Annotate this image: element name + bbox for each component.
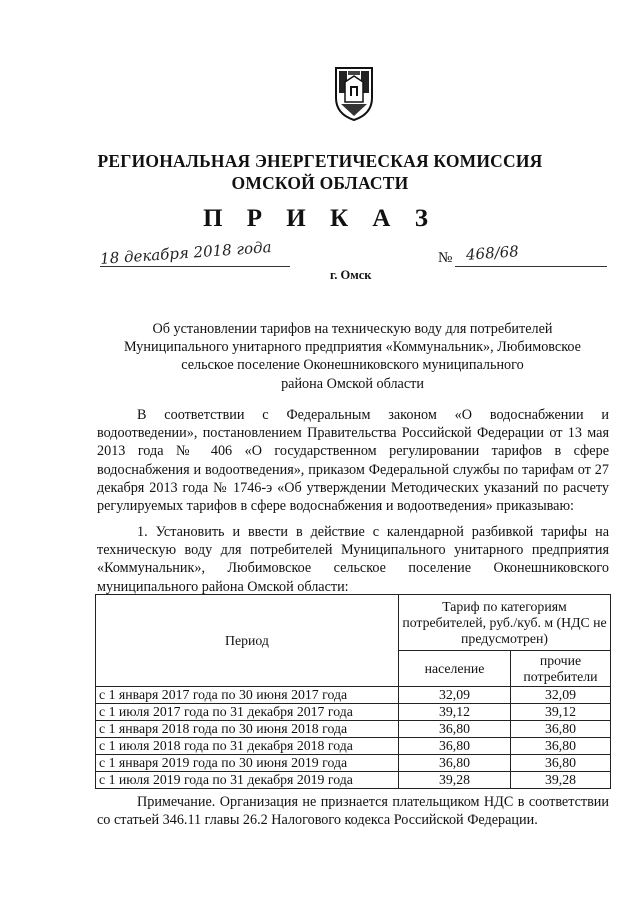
row-population-tariff: 39,28 <box>399 772 511 789</box>
table-row <box>96 704 611 721</box>
table-row <box>96 687 611 704</box>
row-other-tariff: 39,12 <box>511 704 611 721</box>
org-title-line1: РЕГИОНАЛЬНАЯ ЭНЕРГЕТИЧЕСКАЯ КОМИССИЯ <box>97 151 543 171</box>
row-period: с 1 января 2017 года по 30 июня 2017 года <box>96 687 399 704</box>
number-underline <box>455 266 607 267</box>
row-population-tariff: 36,80 <box>399 738 511 755</box>
row-period: с 1 июля 2018 года по 31 декабря 2018 года <box>96 738 399 755</box>
number-label: № <box>438 250 453 266</box>
row-population-tariff: 36,80 <box>399 721 511 738</box>
order-subject <box>100 320 605 393</box>
subject-line: района Омской области <box>281 375 424 392</box>
tariff-table <box>95 594 611 789</box>
row-other-tariff: 36,80 <box>511 755 611 772</box>
preamble-paragraph: В соответствии с Федеральным законом «О водоснабжении и водоотведении», постановлением Правительства Российской Федерации от 13 мая 2013 года № 406 «О государственном регулировании тарифов в сфере водоснабжения и водоотведения», приказом Федеральной службы по тарифам от 27 декабря 2013 года № 1746-э «Об утверждении Методических указаний по расчету регулируемых тарифов в сфере водоснабжения и водоотведения» приказываю: <box>97 407 609 515</box>
org-title-line2: ОМСКОЙ ОБЛАСТИ <box>231 173 409 193</box>
row-period: с 1 июля 2019 года по 31 декабря 2019 года <box>96 772 399 789</box>
table-row <box>96 772 611 789</box>
subject-line: Муниципального унитарного предприятия «Коммунальник», Любимовское <box>124 339 581 356</box>
table-row <box>96 738 611 755</box>
row-other-tariff: 36,80 <box>511 721 611 738</box>
row-population-tariff: 39,12 <box>399 704 511 721</box>
coat-of-arms-emblem <box>333 64 375 122</box>
vat-note-paragraph: Примечание. Организация не признается плательщиком НДС в соответствии со статьей 346.11 главы 26.2 Налогового кодекса Российской Федерации. <box>97 794 609 829</box>
document-type-title: П Р И К А З <box>203 205 437 232</box>
row-other-tariff: 39,28 <box>511 772 611 789</box>
row-period: с 1 июля 2017 года по 31 декабря 2017 года <box>96 704 399 721</box>
table-row <box>96 755 611 772</box>
header-tariff: Тариф по категориям потребителей, руб./куб. м (НДС не предусмотрен) <box>399 595 611 651</box>
city-label: г. Омск <box>330 268 372 282</box>
row-population-tariff: 32,09 <box>399 687 511 704</box>
header-population: население <box>399 651 511 687</box>
table-row <box>96 721 611 738</box>
header-period: Период <box>96 595 399 687</box>
subject-line: Об установлении тарифов на техническую воду для потребителей <box>152 321 553 337</box>
item-1-paragraph: 1. Установить и ввести в действие с календарной разбивкой тарифы на техническую воду для потребителей Муниципального унитарного предприятия «Коммунальник», Любимовское сельское поселение Оконешниковского муниципального района Омской области: <box>97 524 609 595</box>
row-population-tariff: 36,80 <box>399 755 511 772</box>
row-period: с 1 января 2018 года по 30 июня 2018 года <box>96 721 399 738</box>
row-other-tariff: 36,80 <box>511 738 611 755</box>
row-other-tariff: 32,09 <box>511 687 611 704</box>
row-period: с 1 января 2019 года по 30 июня 2019 года <box>96 755 399 772</box>
handwritten-number: 468/68 <box>465 242 520 264</box>
header-other-consumers: прочие потребители <box>511 651 611 687</box>
date-underline <box>100 266 290 267</box>
handwritten-date: 18 декабря 2018 года <box>99 238 273 268</box>
subject-line: сельское поселение Оконешниковского муниципального <box>181 357 524 374</box>
